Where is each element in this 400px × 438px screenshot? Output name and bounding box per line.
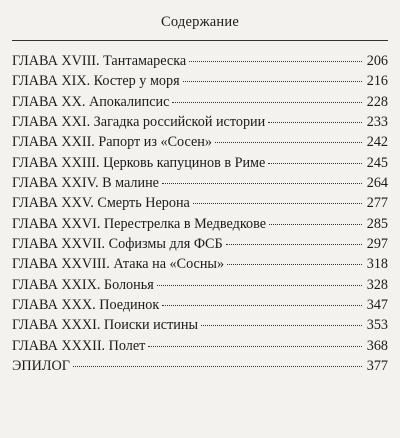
- toc-entry-title: ЭПИЛОГ: [12, 358, 70, 375]
- toc-entry-page-number: 216: [366, 73, 388, 90]
- toc-entry-page-number: 347: [366, 297, 388, 314]
- toc-entry-title: ГЛАВА XXVIII. Атака на «Сосны»: [12, 256, 225, 273]
- toc-entry: [12, 51, 388, 71]
- toc-entry-page-number: 328: [366, 276, 388, 293]
- toc-entry-page-number: 228: [366, 93, 388, 110]
- toc-entry: [12, 132, 388, 152]
- toc-entry-page-number: 245: [366, 154, 388, 171]
- toc-entry-title: ГЛАВА XVIII. Тантамареска: [12, 53, 187, 69]
- toc-entry-page-number: 318: [366, 256, 388, 273]
- toc-entry: [12, 295, 388, 315]
- toc-entry-title: ГЛАВА XXII. Рапорт из «Сосен»: [12, 134, 212, 151]
- toc-entry: [12, 92, 388, 112]
- toc-entry: [12, 214, 388, 234]
- dot-leader: [227, 263, 362, 265]
- dot-leader: [73, 365, 362, 367]
- toc-entry: [12, 356, 388, 376]
- toc-entry-title: ГЛАВА XXX. Поединок: [12, 297, 160, 314]
- toc-entry-title: ГЛАВА XXV. Смерть Нерона: [12, 195, 190, 212]
- dot-leader: [226, 243, 362, 245]
- toc-entry-page-number: 264: [366, 175, 388, 192]
- toc-entry: [12, 193, 388, 213]
- toc-entry-title: ГЛАВА XXI. Загадка российской истории: [12, 114, 266, 131]
- toc-entry-page-number: 277: [366, 195, 388, 212]
- toc-entry-title: ГЛАВА XXIII. Церковь капуцинов в Риме: [12, 154, 266, 171]
- toc-entry-page-number: 353: [366, 317, 388, 334]
- toc-entry-title: ГЛАВА XX. Апокалипсис: [12, 93, 170, 110]
- dot-leader: [201, 324, 362, 326]
- dot-leader: [183, 80, 362, 82]
- dot-leader: [162, 182, 362, 184]
- toc-entry-page-number: 206: [366, 53, 388, 69]
- dot-leader: [157, 284, 362, 286]
- page-header: Содержание: [161, 14, 239, 30]
- toc-entry-page-number: 233: [366, 114, 388, 131]
- toc-entry: [12, 254, 388, 274]
- toc-entry-page-number: 285: [366, 215, 388, 232]
- toc-entry-page-number: 297: [366, 236, 388, 253]
- toc-entry-title: ГЛАВА XXIX. Болонья: [12, 276, 154, 293]
- toc-entry: [12, 336, 388, 356]
- toc-entry-page-number: 368: [366, 337, 388, 354]
- table-of-contents: [12, 51, 388, 377]
- toc-entry-page-number: 242: [366, 134, 388, 151]
- dot-leader: [268, 162, 362, 164]
- dot-leader: [162, 304, 362, 306]
- toc-entry: [12, 275, 388, 295]
- dot-leader: [189, 60, 362, 62]
- toc-entry-page-number: 377: [366, 358, 388, 375]
- toc-entry: [12, 112, 388, 132]
- dot-leader: [215, 141, 362, 143]
- dot-leader: [269, 223, 362, 225]
- toc-entry-title: ГЛАВА XXVII. Софизмы для ФСБ: [12, 236, 223, 253]
- toc-entry-title: ГЛАВА XXVI. Перестрелка в Медведкове: [12, 215, 266, 232]
- dot-leader: [148, 345, 362, 347]
- toc-entry-title: ГЛАВА XXXII. Полет: [12, 337, 146, 354]
- dot-leader: [172, 101, 362, 103]
- toc-entry: [12, 71, 388, 91]
- toc-entry-title: ГЛАВА XIX. Костер у моря: [12, 73, 180, 90]
- dot-leader: [193, 202, 362, 204]
- toc-entry: [12, 173, 388, 193]
- toc-entry-title: ГЛАВА XXIV. В малине: [12, 175, 159, 192]
- toc-entry-title: ГЛАВА XXXI. Поиски истины: [12, 317, 198, 334]
- toc-entry: [12, 153, 388, 173]
- header-rule: [12, 40, 388, 41]
- toc-entry: [12, 315, 388, 335]
- dot-leader: [268, 121, 362, 123]
- toc-entry: [12, 234, 388, 254]
